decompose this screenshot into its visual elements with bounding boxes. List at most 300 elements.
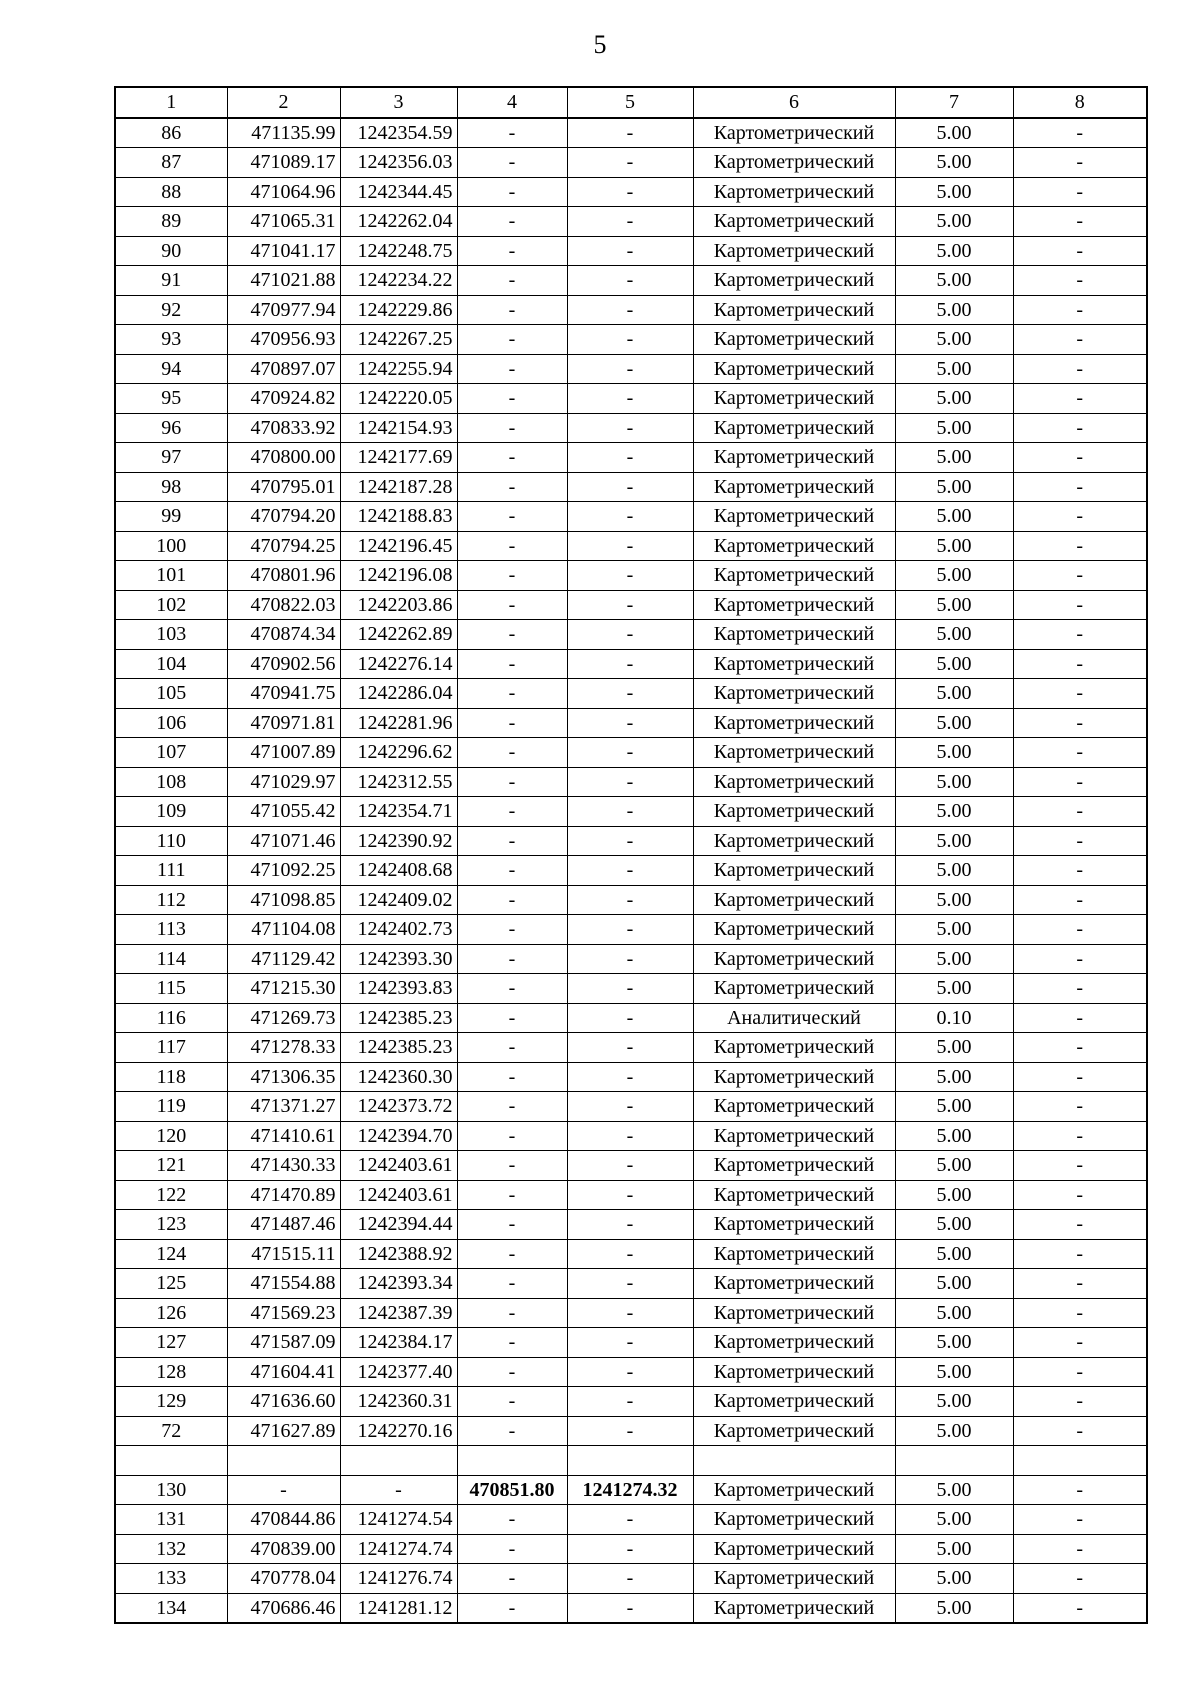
table-cell: 108: [115, 767, 227, 797]
table-cell: 1242387.39: [340, 1298, 457, 1328]
table-cell: 5.00: [895, 885, 1013, 915]
table-cell: -: [1013, 1180, 1147, 1210]
table-cell: 95: [115, 384, 227, 414]
table-cell: Картометрический: [693, 708, 895, 738]
column-header: 8: [1013, 87, 1147, 118]
table-cell: 470794.20: [227, 502, 340, 532]
table-cell: Картометрический: [693, 207, 895, 237]
table-cell: 471410.61: [227, 1121, 340, 1151]
table-cell: 1241274.32: [567, 1475, 693, 1505]
table-cell: 1242356.03: [340, 148, 457, 178]
table-cell: -: [1013, 1062, 1147, 1092]
table-row: [115, 1151, 1147, 1181]
table-cell: -: [1013, 266, 1147, 296]
table-cell: 107: [115, 738, 227, 768]
table-cell: 5.00: [895, 325, 1013, 355]
table-cell: 1242360.31: [340, 1387, 457, 1417]
table-cell: 5.00: [895, 295, 1013, 325]
table-cell: Картометрический: [693, 1239, 895, 1269]
table-cell: -: [567, 1387, 693, 1417]
table-cell: -: [1013, 1387, 1147, 1417]
table-cell: Картометрический: [693, 679, 895, 709]
table-cell: 471071.46: [227, 826, 340, 856]
table-cell: 5.00: [895, 1534, 1013, 1564]
table-cell: 5.00: [895, 531, 1013, 561]
table-cell: [115, 1446, 227, 1476]
page-number: 5: [593, 30, 607, 59]
table-row: [115, 1062, 1147, 1092]
table-cell: 471371.27: [227, 1092, 340, 1122]
table-cell: 471007.89: [227, 738, 340, 768]
table-cell: -: [567, 797, 693, 827]
table-row: [115, 856, 1147, 886]
table-cell: 1242196.08: [340, 561, 457, 591]
table-cell: 126: [115, 1298, 227, 1328]
table-cell: -: [567, 207, 693, 237]
table-cell: -: [457, 590, 567, 620]
table-cell: 1242281.96: [340, 708, 457, 738]
table-cell: -: [457, 384, 567, 414]
table-cell: 1242344.45: [340, 177, 457, 207]
table-cell: -: [567, 502, 693, 532]
table-row: [115, 1416, 1147, 1446]
table-cell: -: [567, 1121, 693, 1151]
table-cell: 5.00: [895, 974, 1013, 1004]
table-cell: 1242196.45: [340, 531, 457, 561]
table-cell: Картометрический: [693, 502, 895, 532]
table-cell: 128: [115, 1357, 227, 1387]
table-cell: -: [567, 1239, 693, 1269]
table-cell: -: [457, 944, 567, 974]
table-cell: -: [567, 531, 693, 561]
table-row: [115, 1505, 1147, 1535]
table-cell: -: [567, 236, 693, 266]
table-cell: 131: [115, 1505, 227, 1535]
column-header: 2: [227, 87, 340, 118]
table-cell: -: [567, 826, 693, 856]
table-cell: Картометрический: [693, 413, 895, 443]
table-cell: -: [457, 413, 567, 443]
table-cell: 5.00: [895, 708, 1013, 738]
table-cell: 114: [115, 944, 227, 974]
table-cell: 101: [115, 561, 227, 591]
table-cell: Картометрический: [693, 649, 895, 679]
table-row: [115, 531, 1147, 561]
table-row: [115, 1534, 1147, 1564]
table-cell: 471021.88: [227, 266, 340, 296]
table-cell: 1242354.71: [340, 797, 457, 827]
table-cell: 1242262.04: [340, 207, 457, 237]
table-cell: 5.00: [895, 1593, 1013, 1623]
table-row: [115, 443, 1147, 473]
table-cell: 1242276.14: [340, 649, 457, 679]
table-cell: -: [457, 1121, 567, 1151]
table-cell: -: [1013, 413, 1147, 443]
table-cell: 471041.17: [227, 236, 340, 266]
table-cell: 5.00: [895, 561, 1013, 591]
table-cell: -: [567, 118, 693, 148]
table-cell: 471487.46: [227, 1210, 340, 1240]
table-cell: 470800.00: [227, 443, 340, 473]
table-cell: -: [567, 1534, 693, 1564]
table-cell: -: [457, 236, 567, 266]
table-row: [115, 797, 1147, 827]
table-cell: 104: [115, 649, 227, 679]
table-cell: Картометрический: [693, 944, 895, 974]
table-cell: -: [457, 1269, 567, 1299]
table-cell: 1242312.55: [340, 767, 457, 797]
table-cell: 116: [115, 1003, 227, 1033]
table-cell: -: [340, 1475, 457, 1505]
table-cell: -: [1013, 1003, 1147, 1033]
table-cell: 115: [115, 974, 227, 1004]
table-cell: 98: [115, 472, 227, 502]
table-cell: -: [227, 1475, 340, 1505]
table-cell: Картометрический: [693, 531, 895, 561]
table-cell: -: [567, 738, 693, 768]
table-cell: 5.00: [895, 1357, 1013, 1387]
table-cell: -: [1013, 1269, 1147, 1299]
table-cell: -: [457, 767, 567, 797]
table-cell: -: [457, 472, 567, 502]
table-cell: 471569.23: [227, 1298, 340, 1328]
table-cell: -: [567, 443, 693, 473]
table-cell: 471604.41: [227, 1357, 340, 1387]
table-cell: -: [457, 1564, 567, 1594]
table-cell: Картометрический: [693, 384, 895, 414]
table-cell: 87: [115, 148, 227, 178]
table-cell: Картометрический: [693, 1092, 895, 1122]
table-cell: 122: [115, 1180, 227, 1210]
column-header: 3: [340, 87, 457, 118]
table-cell: 1242377.40: [340, 1357, 457, 1387]
column-header: 1: [115, 87, 227, 118]
table-cell: 471092.25: [227, 856, 340, 886]
table-cell: 119: [115, 1092, 227, 1122]
table-row: [115, 1475, 1147, 1505]
table-cell: Картометрический: [693, 177, 895, 207]
table-cell: -: [1013, 384, 1147, 414]
table-cell: -: [457, 531, 567, 561]
table-cell: -: [567, 1003, 693, 1033]
table-cell: -: [457, 797, 567, 827]
table-cell: 471104.08: [227, 915, 340, 945]
table-cell: 5.00: [895, 679, 1013, 709]
table-cell: 471554.88: [227, 1269, 340, 1299]
table-cell: -: [1013, 1328, 1147, 1358]
table-cell: Картометрический: [693, 856, 895, 886]
table-cell: [693, 1446, 895, 1476]
table-cell: Картометрический: [693, 295, 895, 325]
table-row: [115, 649, 1147, 679]
table-row: [115, 1239, 1147, 1269]
table-cell: 5.00: [895, 1298, 1013, 1328]
table-cell: 1242373.72: [340, 1092, 457, 1122]
table-cell: -: [567, 1092, 693, 1122]
table-row: [115, 1269, 1147, 1299]
table-cell: 118: [115, 1062, 227, 1092]
table-cell: 1242403.61: [340, 1151, 457, 1181]
table-cell: 471089.17: [227, 148, 340, 178]
table-cell: -: [1013, 502, 1147, 532]
table-cell: 5.00: [895, 1416, 1013, 1446]
table-cell: 1242234.22: [340, 266, 457, 296]
table-cell: 5.00: [895, 1210, 1013, 1240]
table-row: [115, 826, 1147, 856]
table-cell: Картометрический: [693, 443, 895, 473]
table-row: [115, 1298, 1147, 1328]
table-cell: -: [567, 1269, 693, 1299]
table-cell: 470924.82: [227, 384, 340, 414]
table-cell: 1242403.61: [340, 1180, 457, 1210]
table-cell: -: [457, 1534, 567, 1564]
table-cell: -: [457, 1062, 567, 1092]
table-cell: -: [567, 177, 693, 207]
table-cell: 117: [115, 1033, 227, 1063]
table-cell: 1242296.62: [340, 738, 457, 768]
table-cell: 5.00: [895, 1475, 1013, 1505]
table-row: [115, 679, 1147, 709]
table-cell: 471064.96: [227, 177, 340, 207]
table-row: [115, 767, 1147, 797]
table-cell: 88: [115, 177, 227, 207]
table-cell: 110: [115, 826, 227, 856]
table-cell: 133: [115, 1564, 227, 1594]
table-cell: -: [457, 354, 567, 384]
table-cell: -: [457, 1298, 567, 1328]
table-cell: -: [457, 679, 567, 709]
table-cell: 97: [115, 443, 227, 473]
table-cell: -: [457, 856, 567, 886]
table-row: [115, 1446, 1147, 1476]
table-cell: 94: [115, 354, 227, 384]
table-cell: Картометрический: [693, 1298, 895, 1328]
table-cell: 103: [115, 620, 227, 650]
table-cell: 106: [115, 708, 227, 738]
table-cell: -: [457, 1151, 567, 1181]
table-cell: 1242385.23: [340, 1033, 457, 1063]
table-cell: -: [457, 1003, 567, 1033]
table-cell: -: [1013, 472, 1147, 502]
table-cell: 5.00: [895, 1328, 1013, 1358]
table-cell: 5.00: [895, 236, 1013, 266]
table-row: [115, 885, 1147, 915]
table-cell: 5.00: [895, 590, 1013, 620]
table-row: [115, 502, 1147, 532]
table-header-row: [115, 87, 1147, 118]
table-cell: -: [1013, 325, 1147, 355]
table-row: [115, 1387, 1147, 1417]
table-cell: [340, 1446, 457, 1476]
table-cell: 5.00: [895, 1269, 1013, 1299]
table-cell: 5.00: [895, 384, 1013, 414]
column-header: 4: [457, 87, 567, 118]
table-cell: 121: [115, 1151, 227, 1181]
table-cell: -: [1013, 1505, 1147, 1535]
table-cell: 1242408.68: [340, 856, 457, 886]
table-cell: -: [457, 649, 567, 679]
table-cell: -: [567, 561, 693, 591]
table-body: [115, 87, 1147, 1623]
table-cell: 471098.85: [227, 885, 340, 915]
table-cell: 127: [115, 1328, 227, 1358]
table-row: [115, 1033, 1147, 1063]
table-cell: -: [1013, 1092, 1147, 1122]
table-cell: 471430.33: [227, 1151, 340, 1181]
table-cell: -: [457, 1033, 567, 1063]
table-cell: -: [457, 1092, 567, 1122]
table-cell: -: [1013, 974, 1147, 1004]
table-cell: -: [1013, 1416, 1147, 1446]
table-cell: 5.00: [895, 472, 1013, 502]
table-cell: 1242286.04: [340, 679, 457, 709]
table-cell: 5.00: [895, 1387, 1013, 1417]
table-cell: 5.00: [895, 649, 1013, 679]
table-cell: -: [457, 1416, 567, 1446]
table-cell: 5.00: [895, 1239, 1013, 1269]
table-cell: -: [457, 1505, 567, 1535]
table-cell: 470902.56: [227, 649, 340, 679]
table-row: [115, 915, 1147, 945]
table-cell: 5.00: [895, 443, 1013, 473]
table-cell: -: [457, 1593, 567, 1623]
table-cell: 5.00: [895, 915, 1013, 945]
table-cell: 1242154.93: [340, 413, 457, 443]
table-cell: Картометрический: [693, 236, 895, 266]
table-cell: 130: [115, 1475, 227, 1505]
table-cell: 109: [115, 797, 227, 827]
table-cell: -: [567, 325, 693, 355]
table-row: [115, 561, 1147, 591]
table-cell: Картометрический: [693, 1475, 895, 1505]
table-cell: -: [567, 1328, 693, 1358]
table-cell: 5.00: [895, 1092, 1013, 1122]
table-cell: 112: [115, 885, 227, 915]
table-cell: 471029.97: [227, 767, 340, 797]
table-cell: Картометрический: [693, 1269, 895, 1299]
table-cell: Картометрический: [693, 885, 895, 915]
table-cell: 5.00: [895, 1033, 1013, 1063]
table-cell: -: [457, 738, 567, 768]
table-cell: -: [1013, 856, 1147, 886]
table-cell: 5.00: [895, 856, 1013, 886]
table-cell: Картометрический: [693, 1416, 895, 1446]
table-cell: 120: [115, 1121, 227, 1151]
table-cell: -: [1013, 1151, 1147, 1181]
table-cell: 5.00: [895, 502, 1013, 532]
table-cell: 470897.07: [227, 354, 340, 384]
table-cell: Картометрический: [693, 1121, 895, 1151]
table-row: [115, 1092, 1147, 1122]
table-cell: -: [1013, 708, 1147, 738]
table-cell: -: [567, 295, 693, 325]
table-row: [115, 295, 1147, 325]
table-row: [115, 620, 1147, 650]
table-cell: 113: [115, 915, 227, 945]
table-cell: -: [567, 767, 693, 797]
table-cell: -: [457, 148, 567, 178]
table-cell: 1242394.44: [340, 1210, 457, 1240]
table-row: [115, 207, 1147, 237]
table-cell: -: [457, 1180, 567, 1210]
table-cell: -: [567, 1180, 693, 1210]
table-cell: Картометрический: [693, 561, 895, 591]
table-cell: 1242248.75: [340, 236, 457, 266]
table-cell: -: [457, 207, 567, 237]
table-cell: Картометрический: [693, 1593, 895, 1623]
table-row: [115, 1003, 1147, 1033]
table-cell: -: [457, 1387, 567, 1417]
table-cell: -: [1013, 177, 1147, 207]
table-cell: -: [567, 1593, 693, 1623]
table-cell: Картометрический: [693, 1357, 895, 1387]
table-row: [115, 590, 1147, 620]
table-cell: Картометрический: [693, 738, 895, 768]
table-cell: 5.00: [895, 413, 1013, 443]
table-row: [115, 944, 1147, 974]
table-cell: 1242262.89: [340, 620, 457, 650]
table-cell: Аналитический: [693, 1003, 895, 1033]
column-header: 7: [895, 87, 1013, 118]
table-cell: -: [1013, 236, 1147, 266]
table-cell: 5.00: [895, 944, 1013, 974]
table-cell: Картометрический: [693, 472, 895, 502]
table-cell: -: [567, 708, 693, 738]
column-header: 5: [567, 87, 693, 118]
table-cell: 5.00: [895, 266, 1013, 296]
table-cell: Картометрический: [693, 797, 895, 827]
table-cell: -: [457, 1239, 567, 1269]
table-cell: -: [1013, 944, 1147, 974]
table-cell: 5.00: [895, 826, 1013, 856]
table-row: [115, 118, 1147, 148]
table-cell: 470822.03: [227, 590, 340, 620]
table-cell: 1242385.23: [340, 1003, 457, 1033]
table-cell: 132: [115, 1534, 227, 1564]
table-cell: -: [567, 590, 693, 620]
table-cell: Картометрический: [693, 118, 895, 148]
table-cell: 471135.99: [227, 118, 340, 148]
table-cell: -: [457, 826, 567, 856]
table-cell: -: [1013, 561, 1147, 591]
table-row: [115, 1180, 1147, 1210]
table-cell: -: [1013, 590, 1147, 620]
table-cell: 5.00: [895, 1505, 1013, 1535]
table-cell: -: [1013, 443, 1147, 473]
table-cell: 89: [115, 207, 227, 237]
table-cell: 1242255.94: [340, 354, 457, 384]
table-cell: 470801.96: [227, 561, 340, 591]
table-cell: -: [1013, 1239, 1147, 1269]
table-cell: 1242188.83: [340, 502, 457, 532]
table-cell: -: [567, 885, 693, 915]
table-cell: 470851.80: [457, 1475, 567, 1505]
table-cell: Картометрический: [693, 915, 895, 945]
table-cell: -: [567, 1357, 693, 1387]
table-cell: -: [1013, 1357, 1147, 1387]
table-cell: 1241276.74: [340, 1564, 457, 1594]
table-cell: -: [1013, 531, 1147, 561]
table-cell: -: [1013, 767, 1147, 797]
table-cell: 5.00: [895, 118, 1013, 148]
table-cell: -: [1013, 1298, 1147, 1328]
table-row: [115, 384, 1147, 414]
table-cell: -: [457, 118, 567, 148]
table-cell: Картометрический: [693, 974, 895, 1004]
table-cell: 90: [115, 236, 227, 266]
table-cell: 470941.75: [227, 679, 340, 709]
coordinates-table: [114, 86, 1148, 1624]
